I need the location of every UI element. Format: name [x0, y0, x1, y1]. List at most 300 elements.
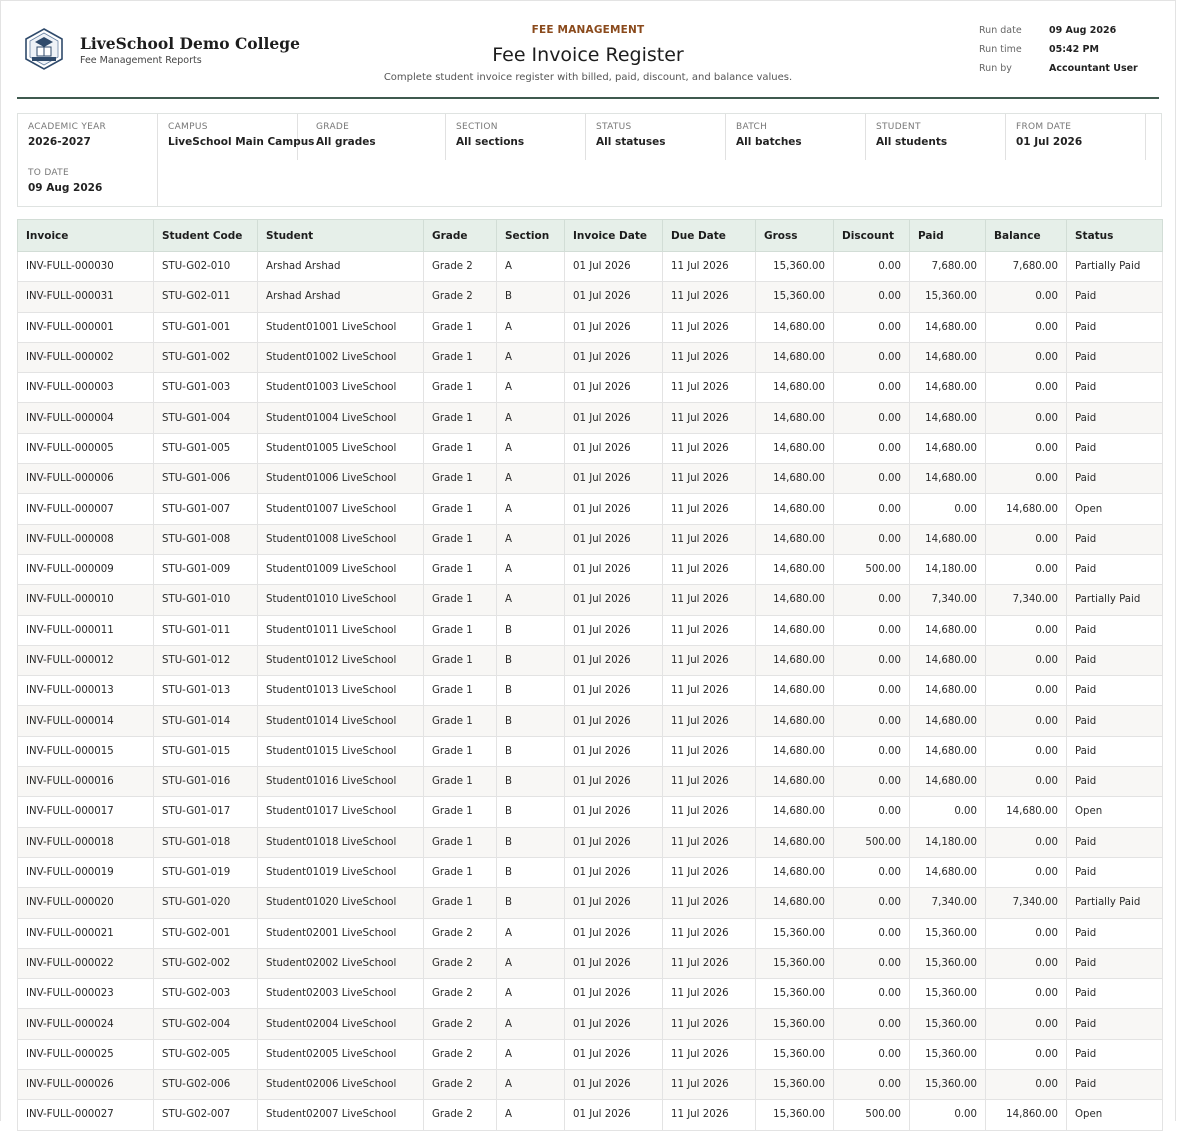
cell-section: A	[497, 312, 565, 342]
column-header-grade[interactable]: Grade	[424, 220, 497, 252]
cell-invoice-date: 01 Jul 2026	[565, 827, 663, 857]
table-row[interactable]	[18, 282, 1163, 312]
cell-discount: 0.00	[834, 342, 910, 372]
cell-section: A	[497, 918, 565, 948]
cell-status: Paid	[1067, 1009, 1163, 1039]
cell-invoice: INV-FULL-000026	[18, 1070, 154, 1100]
table-row[interactable]	[18, 252, 1163, 282]
cell-section: A	[497, 433, 565, 463]
cell-invoice-date: 01 Jul 2026	[565, 948, 663, 978]
table-row[interactable]	[18, 979, 1163, 1009]
filter-from-date	[1006, 114, 1146, 160]
cell-status: Paid	[1067, 524, 1163, 554]
table-row[interactable]	[18, 888, 1163, 918]
filter-value: All statuses	[596, 136, 666, 148]
cell-section: A	[497, 1009, 565, 1039]
cell-status: Paid	[1067, 645, 1163, 675]
cell-due-date: 11 Jul 2026	[663, 888, 756, 918]
cell-discount: 0.00	[834, 1039, 910, 1069]
cell-discount: 0.00	[834, 464, 910, 494]
cell-due-date: 11 Jul 2026	[663, 252, 756, 282]
table-row[interactable]	[18, 1100, 1163, 1130]
cell-gross: 14,680.00	[756, 554, 834, 584]
cell-paid: 14,680.00	[910, 645, 986, 675]
cell-section: A	[497, 585, 565, 615]
cell-gross: 14,680.00	[756, 736, 834, 766]
table-row[interactable]	[18, 797, 1163, 827]
cell-discount: 500.00	[834, 554, 910, 584]
cell-due-date: 11 Jul 2026	[663, 403, 756, 433]
cell-section: B	[497, 857, 565, 887]
cell-discount: 0.00	[834, 736, 910, 766]
cell-due-date: 11 Jul 2026	[663, 433, 756, 463]
cell-section: A	[497, 554, 565, 584]
cell-gross: 14,680.00	[756, 676, 834, 706]
cell-due-date: 11 Jul 2026	[663, 676, 756, 706]
cell-status: Paid	[1067, 403, 1163, 433]
cell-gross: 14,680.00	[756, 857, 834, 887]
filter-value: LiveSchool Main Campus	[168, 136, 315, 148]
run-by-value: Accountant User	[1049, 63, 1138, 74]
cell-invoice: INV-FULL-000004	[18, 403, 154, 433]
column-header-gross[interactable]: Gross	[756, 220, 834, 252]
filter-label: FROM DATE	[1016, 122, 1072, 132]
filter-student	[866, 114, 1006, 160]
cell-invoice: INV-FULL-000006	[18, 464, 154, 494]
cell-status: Paid	[1067, 373, 1163, 403]
cell-discount: 0.00	[834, 1070, 910, 1100]
column-header-invoice-date[interactable]: Invoice Date	[565, 220, 663, 252]
cell-due-date: 11 Jul 2026	[663, 373, 756, 403]
cell-status: Partially Paid	[1067, 888, 1163, 918]
cell-invoice-date: 01 Jul 2026	[565, 554, 663, 584]
cell-section: A	[497, 373, 565, 403]
cell-discount: 0.00	[834, 1009, 910, 1039]
cell-gross: 14,680.00	[756, 433, 834, 463]
cell-invoice-date: 01 Jul 2026	[565, 888, 663, 918]
table-row[interactable]	[18, 494, 1163, 524]
cell-status: Paid	[1067, 282, 1163, 312]
cell-gross: 14,680.00	[756, 706, 834, 736]
cell-status: Paid	[1067, 342, 1163, 372]
cell-paid: 14,680.00	[910, 676, 986, 706]
column-header-status[interactable]: Status	[1067, 220, 1163, 252]
cell-balance: 0.00	[986, 1009, 1067, 1039]
cell-status: Open	[1067, 494, 1163, 524]
table-row[interactable]	[18, 585, 1163, 615]
column-header-discount[interactable]: Discount	[834, 220, 910, 252]
filter-label: STUDENT	[876, 122, 921, 132]
cell-student-code: STU-G02-002	[154, 948, 258, 978]
cell-paid: 14,680.00	[910, 312, 986, 342]
cell-due-date: 11 Jul 2026	[663, 827, 756, 857]
cell-due-date: 11 Jul 2026	[663, 342, 756, 372]
cell-status: Paid	[1067, 948, 1163, 978]
cell-balance: 0.00	[986, 524, 1067, 554]
cell-gross: 15,360.00	[756, 1070, 834, 1100]
cell-discount: 0.00	[834, 918, 910, 948]
cell-section: A	[497, 1070, 565, 1100]
cell-student-code: STU-G02-006	[154, 1070, 258, 1100]
cell-balance: 0.00	[986, 767, 1067, 797]
cell-invoice-date: 01 Jul 2026	[565, 1039, 663, 1069]
table-row[interactable]	[18, 857, 1163, 887]
cell-student: Student01005 LiveSchool	[258, 433, 424, 463]
run-date-label: Run date	[979, 25, 1022, 36]
report-kicker: FEE MANAGEMENT	[531, 24, 645, 36]
cell-gross: 14,680.00	[756, 767, 834, 797]
table-row[interactable]	[18, 312, 1163, 342]
filter-status	[586, 114, 726, 160]
cell-invoice-date: 01 Jul 2026	[565, 403, 663, 433]
cell-student: Arshad Arshad	[258, 252, 424, 282]
cell-paid: 14,680.00	[910, 464, 986, 494]
cell-invoice-date: 01 Jul 2026	[565, 464, 663, 494]
cell-discount: 0.00	[834, 857, 910, 887]
cell-due-date: 11 Jul 2026	[663, 464, 756, 494]
table-row[interactable]	[18, 706, 1163, 736]
cell-student: Student02004 LiveSchool	[258, 1009, 424, 1039]
cell-student-code: STU-G02-007	[154, 1100, 258, 1130]
cell-student: Student01004 LiveSchool	[258, 403, 424, 433]
table-row[interactable]	[18, 676, 1163, 706]
cell-due-date: 11 Jul 2026	[663, 797, 756, 827]
filter-campus	[158, 114, 315, 160]
cell-student-code: STU-G01-004	[154, 403, 258, 433]
table-row[interactable]	[18, 736, 1163, 766]
cell-paid: 14,680.00	[910, 615, 986, 645]
cell-status: Paid	[1067, 433, 1163, 463]
cell-student-code: STU-G01-008	[154, 524, 258, 554]
cell-due-date: 11 Jul 2026	[663, 615, 756, 645]
cell-gross: 14,680.00	[756, 373, 834, 403]
cell-student-code: STU-G02-010	[154, 252, 258, 282]
filter-academic-year	[18, 114, 158, 160]
cell-student: Student02002 LiveSchool	[258, 948, 424, 978]
cell-student: Student01007 LiveSchool	[258, 494, 424, 524]
cell-invoice: INV-FULL-000027	[18, 1100, 154, 1130]
cell-student: Student01015 LiveSchool	[258, 736, 424, 766]
cell-student-code: STU-G01-014	[154, 706, 258, 736]
cell-balance: 7,340.00	[986, 585, 1067, 615]
cell-balance: 0.00	[986, 827, 1067, 857]
table-row[interactable]	[18, 1009, 1163, 1039]
table-row[interactable]	[18, 767, 1163, 797]
cell-student: Student01014 LiveSchool	[258, 706, 424, 736]
cell-student: Student01012 LiveSchool	[258, 645, 424, 675]
filter-summary	[17, 113, 1162, 207]
cell-due-date: 11 Jul 2026	[663, 736, 756, 766]
report-title: Fee Invoice Register	[492, 44, 684, 66]
cell-gross: 14,680.00	[756, 797, 834, 827]
column-header-due-date[interactable]: Due Date	[663, 220, 756, 252]
cell-paid: 14,680.00	[910, 373, 986, 403]
cell-paid: 0.00	[910, 494, 986, 524]
cell-discount: 0.00	[834, 373, 910, 403]
table-row[interactable]	[18, 1039, 1163, 1069]
cell-invoice-date: 01 Jul 2026	[565, 857, 663, 887]
cell-grade: Grade 2	[424, 979, 497, 1009]
cell-balance: 0.00	[986, 1070, 1067, 1100]
cell-grade: Grade 1	[424, 464, 497, 494]
filter-section	[446, 114, 586, 160]
cell-grade: Grade 1	[424, 706, 497, 736]
cell-gross: 15,360.00	[756, 979, 834, 1009]
cell-student-code: STU-G01-016	[154, 767, 258, 797]
cell-invoice-date: 01 Jul 2026	[565, 706, 663, 736]
cell-gross: 14,680.00	[756, 888, 834, 918]
cell-balance: 0.00	[986, 615, 1067, 645]
table-row[interactable]	[18, 827, 1163, 857]
cell-discount: 0.00	[834, 403, 910, 433]
cell-balance: 0.00	[986, 948, 1067, 978]
cell-student: Arshad Arshad	[258, 282, 424, 312]
cell-grade: Grade 2	[424, 1009, 497, 1039]
cell-due-date: 11 Jul 2026	[663, 1009, 756, 1039]
cell-student: Student01010 LiveSchool	[258, 585, 424, 615]
table-row[interactable]	[18, 948, 1163, 978]
run-time-label: Run time	[979, 44, 1022, 55]
table-row[interactable]	[18, 464, 1163, 494]
cell-student-code: STU-G01-017	[154, 797, 258, 827]
column-header-student[interactable]: Student	[258, 220, 424, 252]
cell-grade: Grade 1	[424, 857, 497, 887]
table-row[interactable]	[18, 373, 1163, 403]
run-by-row	[979, 63, 1138, 82]
cell-grade: Grade 2	[424, 1070, 497, 1100]
cell-invoice: INV-FULL-000017	[18, 797, 154, 827]
cell-due-date: 11 Jul 2026	[663, 1070, 756, 1100]
cell-invoice: INV-FULL-000019	[18, 857, 154, 887]
cell-grade: Grade 2	[424, 1039, 497, 1069]
cell-paid: 15,360.00	[910, 1039, 986, 1069]
invoice-register-table	[17, 219, 1163, 1131]
cell-gross: 15,360.00	[756, 252, 834, 282]
cell-gross: 15,360.00	[756, 948, 834, 978]
cell-grade: Grade 1	[424, 676, 497, 706]
cell-paid: 14,680.00	[910, 736, 986, 766]
cell-student: Student01009 LiveSchool	[258, 554, 424, 584]
cell-invoice-date: 01 Jul 2026	[565, 1100, 663, 1130]
cell-discount: 0.00	[834, 494, 910, 524]
cell-balance: 0.00	[986, 706, 1067, 736]
cell-status: Paid	[1067, 676, 1163, 706]
cell-discount: 0.00	[834, 585, 910, 615]
cell-discount: 500.00	[834, 827, 910, 857]
cell-status: Open	[1067, 1100, 1163, 1130]
cell-student-code: STU-G01-003	[154, 373, 258, 403]
cell-student: Student02003 LiveSchool	[258, 979, 424, 1009]
table-row[interactable]	[18, 342, 1163, 372]
cell-invoice-date: 01 Jul 2026	[565, 645, 663, 675]
table-row[interactable]	[18, 645, 1163, 675]
cell-gross: 14,680.00	[756, 615, 834, 645]
cell-invoice-date: 01 Jul 2026	[565, 282, 663, 312]
cell-grade: Grade 1	[424, 494, 497, 524]
cell-invoice-date: 01 Jul 2026	[565, 797, 663, 827]
cell-paid: 14,680.00	[910, 342, 986, 372]
report-description: Complete student invoice register with billed, paid, discount, and balance values.	[383, 72, 793, 83]
cell-section: A	[497, 948, 565, 978]
cell-student-code: STU-G01-001	[154, 312, 258, 342]
filter-label: STATUS	[596, 122, 632, 132]
cell-grade: Grade 2	[424, 282, 497, 312]
cell-section: A	[497, 403, 565, 433]
cell-invoice-date: 01 Jul 2026	[565, 736, 663, 766]
cell-due-date: 11 Jul 2026	[663, 645, 756, 675]
cell-invoice: INV-FULL-000002	[18, 342, 154, 372]
column-header-section[interactable]: Section	[497, 220, 565, 252]
table-row[interactable]	[18, 554, 1163, 584]
column-header-student-code[interactable]: Student Code	[154, 220, 258, 252]
cell-invoice: INV-FULL-000007	[18, 494, 154, 524]
table-row[interactable]	[18, 615, 1163, 645]
table-header-row	[18, 220, 1163, 252]
cell-discount: 0.00	[834, 888, 910, 918]
cell-due-date: 11 Jul 2026	[663, 767, 756, 797]
cell-gross: 14,680.00	[756, 585, 834, 615]
cell-discount: 500.00	[834, 1100, 910, 1130]
cell-invoice-date: 01 Jul 2026	[565, 312, 663, 342]
cell-status: Paid	[1067, 827, 1163, 857]
cell-section: B	[497, 282, 565, 312]
cell-discount: 0.00	[834, 282, 910, 312]
cell-student: Student01011 LiveSchool	[258, 615, 424, 645]
cell-invoice-date: 01 Jul 2026	[565, 1070, 663, 1100]
cell-status: Open	[1067, 797, 1163, 827]
cell-due-date: 11 Jul 2026	[663, 918, 756, 948]
cell-grade: Grade 2	[424, 1100, 497, 1130]
table-row[interactable]	[18, 1070, 1163, 1100]
cell-student-code: STU-G01-006	[154, 464, 258, 494]
filter-value: All batches	[736, 136, 802, 148]
column-header-invoice[interactable]: Invoice	[18, 220, 154, 252]
cell-student: Student01001 LiveSchool	[258, 312, 424, 342]
cell-invoice: INV-FULL-000003	[18, 373, 154, 403]
cell-student: Student01013 LiveSchool	[258, 676, 424, 706]
cell-balance: 0.00	[986, 645, 1067, 675]
cell-student-code: STU-G01-012	[154, 645, 258, 675]
cell-gross: 15,360.00	[756, 1039, 834, 1069]
cell-paid: 14,680.00	[910, 524, 986, 554]
cell-student: Student01008 LiveSchool	[258, 524, 424, 554]
cell-due-date: 11 Jul 2026	[663, 1100, 756, 1130]
run-time-row	[979, 44, 1138, 63]
report-header	[17, 1, 1159, 99]
cell-grade: Grade 1	[424, 342, 497, 372]
cell-due-date: 11 Jul 2026	[663, 1039, 756, 1069]
cell-paid: 15,360.00	[910, 948, 986, 978]
cell-gross: 14,680.00	[756, 494, 834, 524]
cell-section: B	[497, 706, 565, 736]
cell-section: B	[497, 827, 565, 857]
cell-discount: 0.00	[834, 433, 910, 463]
cell-gross: 14,680.00	[756, 524, 834, 554]
table-row[interactable]	[18, 403, 1163, 433]
cell-due-date: 11 Jul 2026	[663, 979, 756, 1009]
cell-balance: 0.00	[986, 1039, 1067, 1069]
cell-paid: 14,180.00	[910, 827, 986, 857]
cell-due-date: 11 Jul 2026	[663, 706, 756, 736]
cell-student: Student01017 LiveSchool	[258, 797, 424, 827]
cell-grade: Grade 1	[424, 554, 497, 584]
cell-balance: 0.00	[986, 312, 1067, 342]
cell-status: Partially Paid	[1067, 252, 1163, 282]
cell-invoice: INV-FULL-000022	[18, 948, 154, 978]
cell-invoice: INV-FULL-000031	[18, 282, 154, 312]
cell-grade: Grade 1	[424, 797, 497, 827]
cell-section: A	[497, 524, 565, 554]
cell-balance: 0.00	[986, 676, 1067, 706]
cell-status: Paid	[1067, 706, 1163, 736]
cell-invoice: INV-FULL-000016	[18, 767, 154, 797]
cell-section: A	[497, 494, 565, 524]
cell-invoice: INV-FULL-000008	[18, 524, 154, 554]
cell-paid: 7,340.00	[910, 888, 986, 918]
cell-section: A	[497, 464, 565, 494]
cell-grade: Grade 1	[424, 433, 497, 463]
run-date-value: 09 Aug 2026	[1049, 25, 1117, 36]
filter-value: 09 Aug 2026	[28, 182, 103, 194]
run-info	[979, 25, 1138, 82]
cell-student-code: STU-G01-002	[154, 342, 258, 372]
cell-grade: Grade 2	[424, 252, 497, 282]
cell-grade: Grade 1	[424, 373, 497, 403]
cell-balance: 0.00	[986, 554, 1067, 584]
cell-invoice: INV-FULL-000024	[18, 1009, 154, 1039]
cell-invoice: INV-FULL-000013	[18, 676, 154, 706]
cell-student-code: STU-G01-010	[154, 585, 258, 615]
cell-balance: 0.00	[986, 979, 1067, 1009]
cell-grade: Grade 1	[424, 615, 497, 645]
cell-invoice: INV-FULL-000020	[18, 888, 154, 918]
cell-gross: 14,680.00	[756, 312, 834, 342]
cell-invoice: INV-FULL-000018	[18, 827, 154, 857]
filter-to-date	[18, 160, 158, 206]
cell-student-code: STU-G02-001	[154, 918, 258, 948]
cell-invoice: INV-FULL-000025	[18, 1039, 154, 1069]
cell-balance: 0.00	[986, 857, 1067, 887]
filter-label: CAMPUS	[168, 122, 208, 132]
cell-student: Student02007 LiveSchool	[258, 1100, 424, 1130]
cell-student: Student02006 LiveSchool	[258, 1070, 424, 1100]
cell-paid: 15,360.00	[910, 918, 986, 948]
cell-discount: 0.00	[834, 645, 910, 675]
cell-discount: 0.00	[834, 252, 910, 282]
cell-section: A	[497, 1039, 565, 1069]
cell-gross: 14,680.00	[756, 464, 834, 494]
cell-due-date: 11 Jul 2026	[663, 554, 756, 584]
cell-invoice-date: 01 Jul 2026	[565, 979, 663, 1009]
column-header-paid[interactable]: Paid	[910, 220, 986, 252]
column-header-balance[interactable]: Balance	[986, 220, 1067, 252]
cell-invoice: INV-FULL-000009	[18, 554, 154, 584]
cell-grade: Grade 1	[424, 827, 497, 857]
cell-discount: 0.00	[834, 706, 910, 736]
cell-discount: 0.00	[834, 979, 910, 1009]
cell-paid: 15,360.00	[910, 979, 986, 1009]
cell-grade: Grade 1	[424, 403, 497, 433]
table-row[interactable]	[18, 524, 1163, 554]
table-row[interactable]	[18, 433, 1163, 463]
cell-invoice-date: 01 Jul 2026	[565, 373, 663, 403]
table-row[interactable]	[18, 918, 1163, 948]
cell-invoice: INV-FULL-000005	[18, 433, 154, 463]
cell-status: Paid	[1067, 615, 1163, 645]
filter-value: All students	[876, 136, 948, 148]
cell-balance: 0.00	[986, 282, 1067, 312]
cell-invoice-date: 01 Jul 2026	[565, 767, 663, 797]
